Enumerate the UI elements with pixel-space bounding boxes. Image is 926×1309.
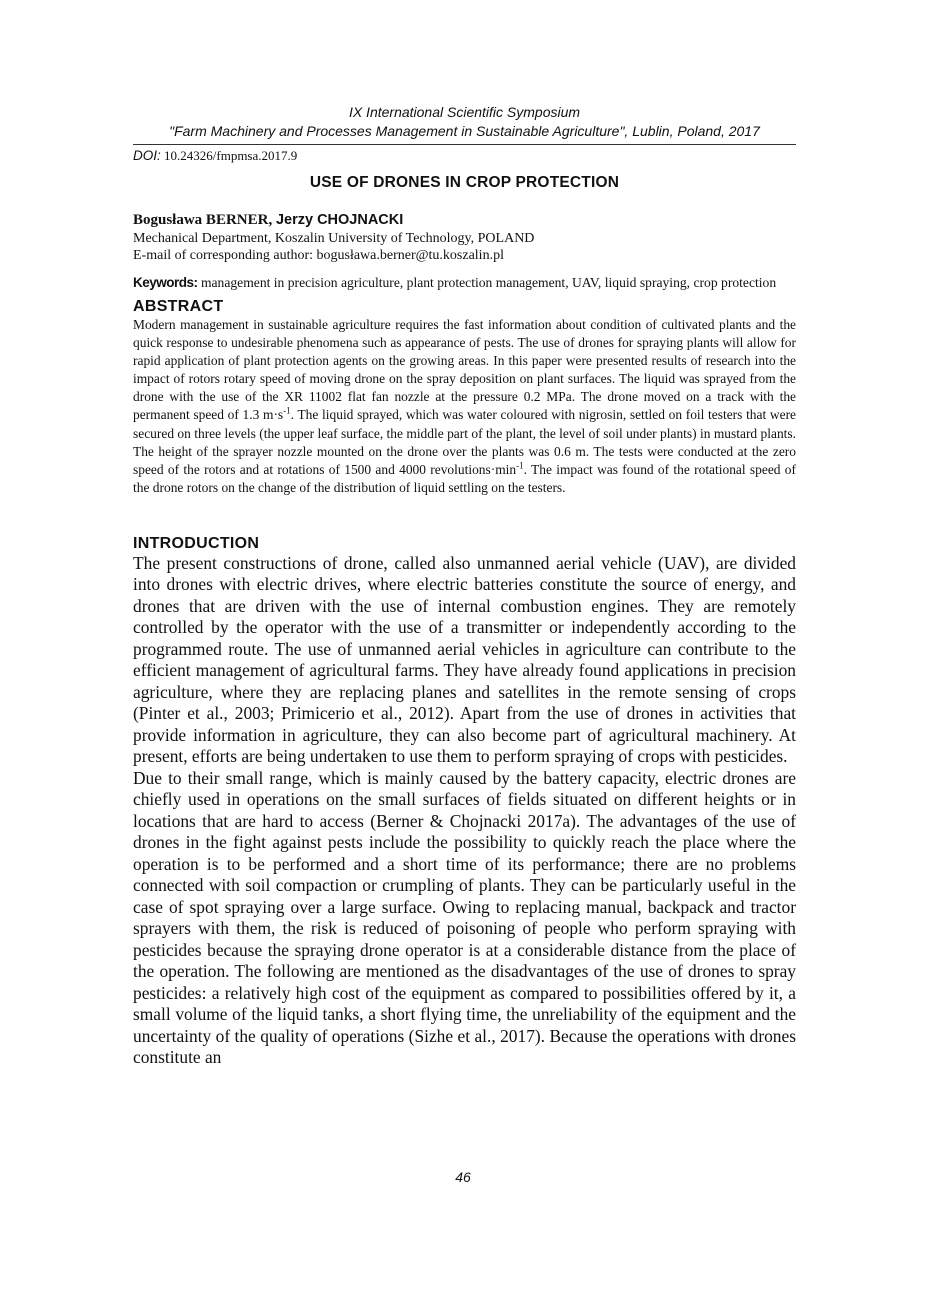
header-line-1: IX International Scientific Symposium: [348, 104, 581, 120]
introduction-body: [133, 553, 796, 1069]
abstract-part-1: Modern management in sustainable agriculture requires the fast information about condition of cultivated plants and the quick response to undesirable phenomena such as appearance of pests. The use of drones for spraying plants will allow for rapid application of plant protection agents on the growing areas. In this paper were presented results of research into the impact of rotors rotary speed of moving drone on the spray deposition on plant surfaces. The liquid was sprayed from the drone with the use of the XR 11002 flat fan nozzle at the pressure 0.2 MPa. The drone moved on a track with the permanent speed of 1.3 m·s: [133, 317, 796, 423]
abstract-text: [133, 316, 796, 497]
introduction-paragraph-2: Due to their small range, which is mainly caused by the battery capacity, electric drones are chiefly used in operations on the small surfaces of fields situated on different heights or in locations that are hard to access (Berner & Chojnacki 2017a). The advantages of the use of drones in the fight against pests include the possibility to quickly reach the place where the operation is to be performed and a short time of its performance; there are no problems connected with soil compaction or crumpling of plants. They can be particularly useful in the case of spot spraying over a large surface. Owing to replacing manual, backpack and tractor sprayers with them, the risk is reduced of poisoning of people who perform spraying with pesticides because the spraying drone operator is at a considerable distance from the place of the operation. The following are mentioned as the disadvantages of the use of drones to spray pesticides: a relatively high cost of the equipment as compared to possibilities offered by it, a small volume of the liquid tanks, a short flying time, the unreliability of the equipment and the uncertainty of the quality of operations (Sizhe et al., 2017). Because the operations with drones constitute an: [133, 767, 796, 1068]
doi-label: DOI:: [133, 148, 161, 163]
introduction-paragraph-1: The present constructions of drone, called also unmanned aerial vehicle (UAV), are divided into drones with electric drives, where electric batteries constitute the source of energy, and drones that are driven with the use of internal combustion engines. They are remotely controlled by the operator with the use of a transmitter or independently according to the programmed route. The use of unmanned aerial vehicles in agriculture can contribute to the efficient management of agricultural farms. They have already found applications in precision agriculture, where they are replacing planes and satellites in the remote sensing of crops (Pinter et al., 2003; Primicerio et al., 2012). Apart from the use of drones in activities that provide information in agriculture, they can also become part of agricultural machinery. At present, efforts are being undertaken to use them to perform spraying of crops with pesticides.: [133, 552, 796, 767]
running-header: [133, 103, 796, 141]
page-number: 46: [455, 1169, 471, 1185]
author-1: Bogusława BERNER,: [133, 212, 273, 228]
corresponding-email: E-mail of corresponding author: bogusława.berner@tu.koszalin.pl: [133, 248, 504, 263]
affiliation: Mechanical Department, Koszalin University of Technology, POLAND: [133, 231, 535, 246]
abstract-part-3: . The impact was found of the rotational speed of the drone rotors on the change of the distribution of liquid settling on the testers.: [133, 461, 796, 495]
keywords-text: management in precision agriculture, plant protection management, UAV, liquid spraying, crop protection: [200, 275, 777, 290]
abstract-heading: ABSTRACT: [133, 298, 224, 315]
introduction-heading: INTRODUCTION: [133, 534, 260, 552]
doi-value[interactable]: 10.24326/fmpmsa.2017.9: [164, 148, 298, 163]
abstract-sup-2: -1: [516, 460, 524, 471]
keywords-label: Keywords:: [133, 275, 198, 290]
abstract-part-2: . The liquid sprayed, which was water coloured with nigrosin, settled on foil testers that were secured on three levels (the upper leaf surface, the middle part of the plant, the level of soil under plants) in mustard plants. The height of the sprayer nozzle mounted on the drone over the plants was 0.6 m. The tests were conducted at the zero speed of the rotors and at rotations of 1500 and 4000 revolutions·min: [133, 407, 797, 477]
paper-page: [133, 103, 796, 1069]
doi: [133, 147, 796, 164]
header-rule: [133, 144, 796, 145]
authors: [133, 211, 796, 230]
header-line-2: "Farm Machinery and Processes Management in Sustainable Agriculture", Lublin, Poland, 2017: [169, 123, 760, 139]
author-2: Jerzy CHOJNACKI: [275, 212, 404, 228]
paper-title: USE OF DRONES IN CROP PROTECTION: [309, 174, 620, 191]
keywords: [133, 274, 796, 292]
abstract-sup-1: -1: [283, 405, 291, 416]
